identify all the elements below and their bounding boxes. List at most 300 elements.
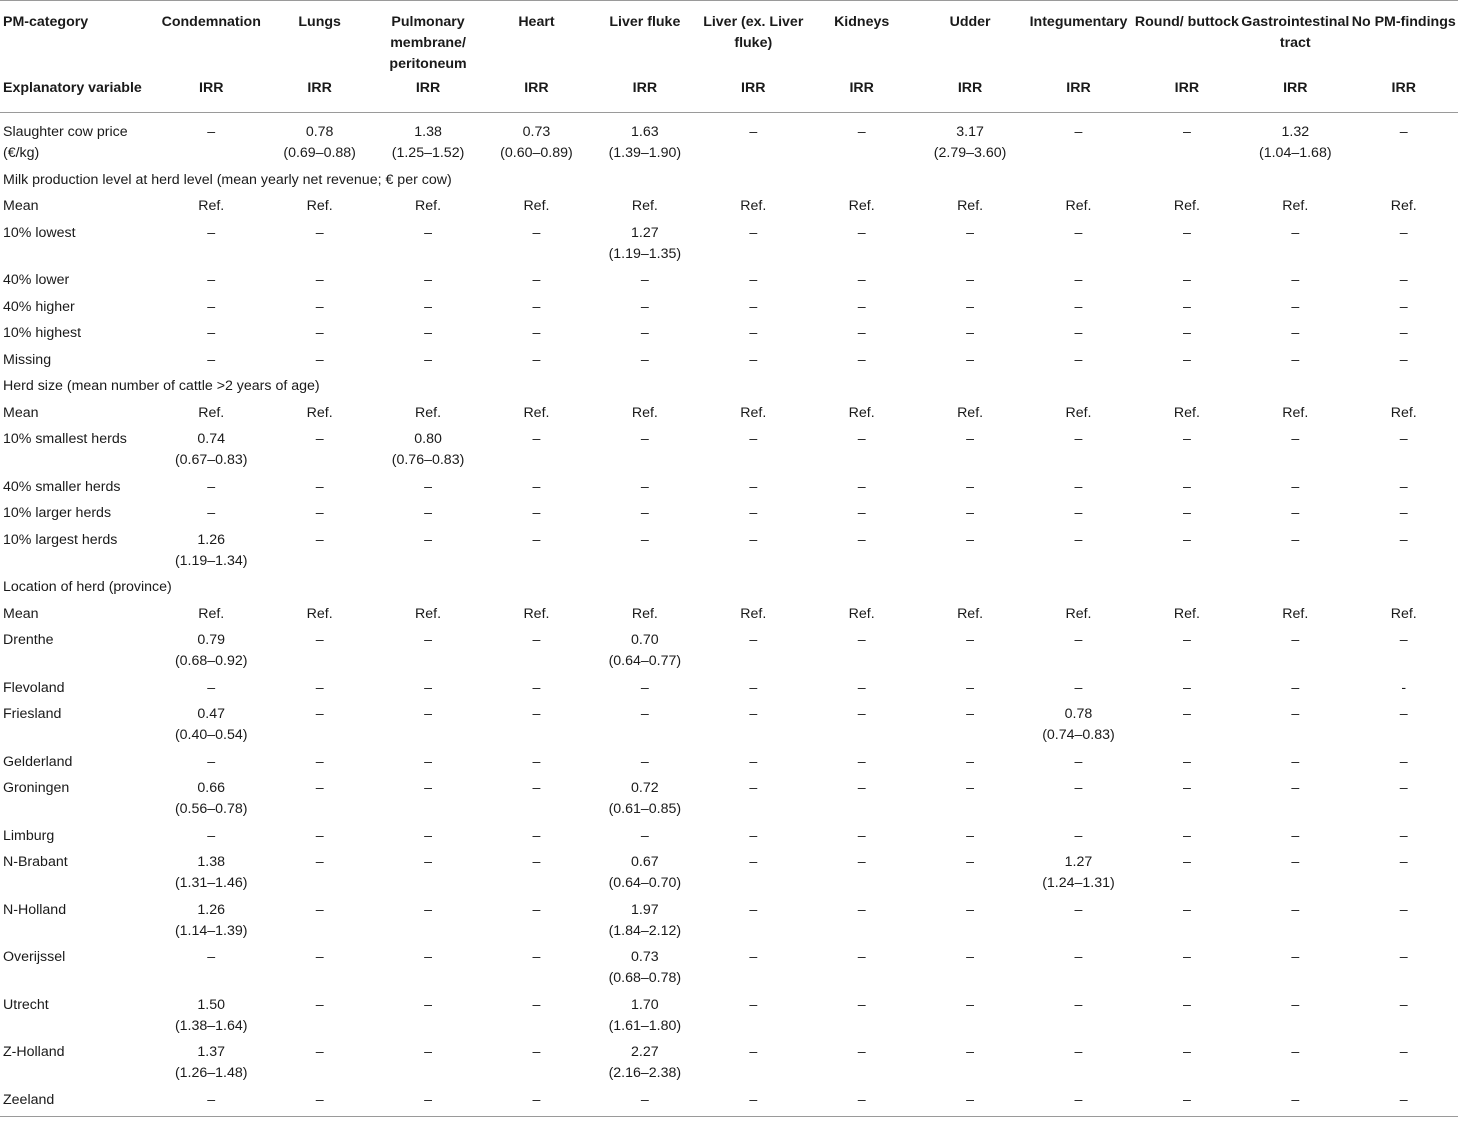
irr-cell — [482, 323, 590, 350]
irr-value: – — [1291, 706, 1300, 722]
row-label: 10% smallest herds — [3, 431, 127, 447]
row-label: 10% largest herds — [3, 531, 118, 548]
irr-value: – — [1291, 854, 1300, 870]
irr-cell — [157, 350, 265, 377]
irr-value: – — [207, 949, 216, 965]
irr-cell — [1350, 503, 1458, 530]
irr-value: – — [315, 478, 324, 495]
irr-value: – — [1182, 1091, 1191, 1108]
irr-value: – — [315, 996, 324, 1013]
irr-cell — [1024, 604, 1132, 631]
irr-value: – — [207, 679, 216, 696]
irr-value: – — [640, 706, 649, 722]
header-category: Udder — [916, 1, 1024, 79]
irr-value: – — [424, 298, 432, 315]
irr-ci: (1.84–2.12) — [608, 922, 682, 939]
irr-cell — [374, 403, 482, 430]
irr-cell — [265, 270, 373, 297]
irr-value: Ref. — [1390, 198, 1417, 214]
irr-value: – — [315, 679, 324, 696]
row-label: Overijssel — [3, 949, 66, 965]
irr-value: Ref. — [523, 605, 550, 622]
irr-value: Ref. — [631, 198, 658, 214]
irr-cell — [1133, 350, 1241, 377]
irr-cell — [591, 297, 699, 324]
irr-cell — [1024, 323, 1132, 350]
irr-cell — [699, 1042, 807, 1090]
irr-value: – — [640, 531, 649, 548]
irr-value: 0.79 — [197, 632, 226, 648]
irr-value: – — [532, 854, 541, 870]
irr-value: – — [1291, 351, 1300, 368]
irr-ci: (1.31–1.46) — [174, 875, 248, 891]
irr-value: Ref. — [1282, 605, 1309, 622]
irr-cell — [916, 826, 1024, 853]
irr-cell — [916, 297, 1024, 324]
irr-cell — [265, 630, 373, 678]
row-label: Mean — [3, 198, 39, 214]
table-row — [0, 429, 1458, 477]
header-irr: IRR — [482, 78, 590, 113]
irr-cell — [1133, 1042, 1241, 1090]
section-row — [0, 577, 1458, 604]
irr-value: – — [1182, 753, 1191, 770]
irr-cell — [807, 947, 915, 995]
irr-value: – — [1291, 780, 1300, 796]
irr-cell — [265, 196, 373, 223]
row-label: Flevoland — [3, 679, 65, 696]
irr-value: – — [1291, 1091, 1300, 1108]
irr-cell — [1241, 122, 1349, 170]
table-row — [0, 852, 1458, 900]
irr-value: – — [749, 478, 758, 495]
spacer-row — [0, 113, 1458, 123]
irr-value: – — [640, 1091, 649, 1108]
irr-value: – — [1182, 1044, 1191, 1060]
irr-ci: (0.68–0.78) — [608, 970, 682, 986]
irr-value: – — [207, 298, 216, 315]
irr-cell — [157, 503, 265, 530]
irr-cell — [699, 1090, 807, 1117]
irr-cell — [916, 1042, 1024, 1090]
irr-value: – — [315, 1044, 324, 1060]
irr-cell — [1241, 223, 1349, 271]
irr-value: Ref. — [198, 605, 225, 622]
irr-cell — [699, 477, 807, 504]
irr-value: – — [966, 949, 975, 965]
irr-cell — [591, 995, 699, 1043]
header-row-categories — [0, 1, 1458, 79]
irr-value: – — [857, 996, 866, 1013]
irr-value: – — [1399, 753, 1408, 770]
irr-value: – — [857, 901, 866, 918]
irr-value: – — [532, 298, 541, 315]
irr-value: – — [857, 1091, 866, 1108]
irr-value: – — [1182, 272, 1191, 288]
irr-value: 0.73 — [522, 124, 551, 140]
irr-cell — [916, 630, 1024, 678]
irr-value: – — [1074, 996, 1083, 1013]
irr-value: – — [640, 753, 649, 770]
irr-value: 0.78 — [1064, 706, 1093, 722]
table-row — [0, 530, 1458, 578]
irr-cell — [807, 826, 915, 853]
irr-cell — [916, 995, 1024, 1043]
irr-value: – — [532, 351, 541, 368]
irr-cell — [157, 270, 265, 297]
irr-value: – — [1182, 431, 1191, 447]
irr-cell — [482, 297, 590, 324]
irr-value: Ref. — [1173, 198, 1200, 214]
table-row — [0, 995, 1458, 1043]
irr-cell — [157, 900, 265, 948]
irr-value: 0.47 — [197, 706, 226, 722]
irr-value: – — [1074, 1044, 1083, 1060]
irr-value: 1.38 — [197, 854, 226, 870]
irr-value: – — [1399, 632, 1408, 648]
section-row — [0, 170, 1458, 197]
irr-value: Ref. — [848, 198, 875, 214]
irr-cell — [807, 223, 915, 271]
irr-value: – — [966, 706, 975, 722]
irr-value: – — [207, 1091, 216, 1108]
irr-ci: (0.61–0.85) — [608, 801, 682, 817]
irr-cell — [482, 826, 590, 853]
irr-value: – — [1074, 901, 1083, 918]
irr-cell — [1133, 323, 1241, 350]
irr-ci: (0.76–0.83) — [391, 452, 465, 468]
irr-value: – — [1399, 531, 1408, 548]
irr-value: – — [315, 854, 324, 870]
irr-value: – — [1291, 632, 1300, 648]
irr-cell — [1350, 995, 1458, 1043]
irr-ci: (0.40–0.54) — [174, 727, 248, 743]
irr-ci: (1.38–1.64) — [174, 1017, 248, 1034]
irr-cell — [1350, 1090, 1458, 1117]
irr-cell — [265, 852, 373, 900]
irr-cell — [807, 530, 915, 578]
irr-value: – — [424, 949, 432, 965]
irr-value: Ref. — [198, 198, 225, 214]
irr-cell — [1241, 995, 1349, 1043]
irr-cell — [482, 350, 590, 377]
irr-cell — [591, 403, 699, 430]
irr-cell — [916, 403, 1024, 430]
irr-cell — [1350, 1042, 1458, 1090]
irr-value: – — [966, 224, 975, 241]
irr-cell — [374, 947, 482, 995]
irr-value: – — [1291, 996, 1300, 1013]
irr-cell — [807, 429, 915, 477]
irr-value: 1.50 — [197, 996, 226, 1013]
irr-cell — [807, 403, 915, 430]
irr-ci: (1.26–1.48) — [174, 1065, 248, 1081]
irr-cell — [591, 223, 699, 271]
irr-value: – — [749, 325, 758, 341]
irr-value: – — [532, 1044, 541, 1060]
irr-cell — [1350, 196, 1458, 223]
irr-cell — [265, 947, 373, 995]
irr-value: 1.70 — [631, 996, 659, 1013]
irr-cell — [1241, 403, 1349, 430]
irr-value: – — [966, 478, 975, 495]
irr-value: Ref. — [1282, 404, 1309, 421]
irr-value: – — [424, 632, 432, 648]
irr-cell — [591, 678, 699, 705]
irr-cell — [157, 752, 265, 779]
table-row — [0, 122, 1458, 170]
irr-cell — [699, 704, 807, 752]
irr-value: – — [315, 224, 324, 241]
irr-cell — [482, 223, 590, 271]
irr-value: – — [1074, 505, 1083, 521]
irr-cell — [1133, 852, 1241, 900]
irr-value: – — [424, 1044, 432, 1060]
irr-cell — [1241, 297, 1349, 324]
irr-value: Ref. — [1173, 605, 1200, 622]
irr-value: Ref. — [306, 605, 333, 622]
irr-ci: (1.04–1.68) — [1259, 145, 1332, 161]
irr-value: – — [1182, 478, 1191, 495]
irr-cell — [157, 678, 265, 705]
irr-cell — [374, 350, 482, 377]
irr-value: - — [1401, 679, 1407, 696]
irr-cell — [265, 826, 373, 853]
irr-value: – — [532, 224, 541, 241]
irr-cell — [265, 350, 373, 377]
irr-cell — [916, 947, 1024, 995]
irr-cell — [916, 604, 1024, 631]
row-label: N-Holland — [3, 901, 67, 918]
irr-cell — [591, 122, 699, 170]
irr-value: – — [966, 298, 975, 315]
irr-cell — [1133, 604, 1241, 631]
irr-value: Ref. — [848, 605, 875, 622]
table-row — [0, 778, 1458, 826]
irr-cell — [157, 297, 265, 324]
irr-cell — [1241, 678, 1349, 705]
irr-value: 0.70 — [631, 632, 659, 648]
irr-cell — [374, 604, 482, 631]
irr-cell — [699, 752, 807, 779]
irr-cell — [374, 630, 482, 678]
irr-cell — [265, 297, 373, 324]
irr-value: – — [532, 505, 541, 521]
irr-cell — [916, 530, 1024, 578]
irr-cell — [1241, 323, 1349, 350]
irr-value: – — [532, 431, 541, 447]
irr-cell — [1133, 678, 1241, 705]
irr-cell — [1024, 900, 1132, 948]
header-irr: IRR — [1133, 78, 1241, 113]
irr-value: Ref. — [523, 198, 550, 214]
irr-cell — [1350, 403, 1458, 430]
irr-cell — [1024, 122, 1132, 170]
irr-value: – — [1399, 1044, 1408, 1060]
irr-value: – — [966, 505, 975, 521]
irr-cell — [482, 778, 590, 826]
section-row — [0, 376, 1458, 403]
irr-value: Ref. — [1173, 404, 1200, 421]
irr-cell — [807, 852, 915, 900]
irr-value: – — [315, 949, 324, 965]
irr-cell — [482, 947, 590, 995]
irr-value: – — [532, 753, 541, 770]
irr-cell — [1024, 995, 1132, 1043]
irr-value: – — [749, 949, 758, 965]
irr-value: – — [1291, 272, 1300, 288]
irr-cell — [157, 947, 265, 995]
irr-value: – — [1399, 780, 1408, 796]
irr-value: Ref. — [957, 198, 984, 214]
irr-value: – — [749, 531, 758, 548]
table-row — [0, 503, 1458, 530]
irr-cell — [374, 503, 482, 530]
irr-cell — [374, 429, 482, 477]
irr-value: – — [857, 632, 866, 648]
irr-value: 1.37 — [197, 1044, 226, 1060]
irr-value: – — [315, 298, 324, 315]
irr-value: – — [966, 632, 975, 648]
irr-cell — [374, 778, 482, 826]
irr-value: – — [1182, 996, 1191, 1013]
irr-cell — [1350, 704, 1458, 752]
irr-value: – — [315, 351, 324, 368]
irr-cell — [591, 852, 699, 900]
irr-value: – — [1182, 780, 1191, 796]
irr-cell — [699, 297, 807, 324]
irr-value: – — [207, 272, 216, 288]
irr-value: – — [966, 901, 975, 918]
irr-cell — [591, 429, 699, 477]
irr-cell — [591, 752, 699, 779]
irr-value: – — [749, 298, 758, 315]
irr-value: – — [532, 780, 541, 796]
irr-cell — [916, 477, 1024, 504]
row-label: Groningen — [3, 780, 70, 796]
irr-value: – — [532, 996, 541, 1013]
irr-cell — [807, 323, 915, 350]
irr-cell — [1350, 530, 1458, 578]
irr-cell — [807, 704, 915, 752]
irr-value: – — [315, 706, 324, 722]
irr-cell — [1024, 826, 1132, 853]
irr-cell — [1241, 1090, 1349, 1117]
irr-cell — [1024, 270, 1132, 297]
irr-value: – — [1399, 949, 1408, 965]
irr-cell — [916, 196, 1024, 223]
irr-value: – — [857, 949, 866, 965]
header-category: Pulmonary membrane/ peritoneum — [374, 1, 482, 79]
table-row — [0, 350, 1458, 377]
irr-cell — [374, 1090, 482, 1117]
irr-value: Ref. — [523, 404, 550, 421]
irr-value: – — [857, 272, 866, 288]
irr-cell — [1241, 270, 1349, 297]
row-label: 40% smaller herds — [3, 478, 121, 495]
irr-cell — [591, 1090, 699, 1117]
header-category: Condemnation — [157, 1, 265, 79]
irr-cell — [1133, 995, 1241, 1043]
irr-value: – — [424, 351, 432, 368]
irr-cell — [265, 1090, 373, 1117]
irr-value: – — [1182, 124, 1191, 140]
irr-value: – — [207, 478, 216, 495]
irr-cell — [591, 350, 699, 377]
irr-cell — [1241, 778, 1349, 826]
irr-value: Ref. — [1065, 404, 1092, 421]
irr-cell — [699, 429, 807, 477]
irr-value: – — [1074, 632, 1083, 648]
irr-cell — [807, 995, 915, 1043]
irr-value: – — [966, 827, 975, 844]
irr-cell — [807, 752, 915, 779]
irr-cell — [1350, 122, 1458, 170]
irr-value: Ref. — [306, 198, 333, 214]
irr-value: – — [966, 531, 975, 548]
row-label: Missing — [3, 351, 52, 368]
irr-ci: (1.19–1.34) — [174, 552, 248, 569]
irr-cell — [1350, 477, 1458, 504]
irr-value: – — [966, 753, 975, 770]
irr-value: – — [966, 431, 975, 447]
irr-value: Ref. — [740, 198, 767, 214]
irr-value: – — [315, 431, 324, 447]
irr-cell — [482, 604, 590, 631]
irr-value: – — [315, 505, 324, 521]
irr-value: – — [640, 505, 649, 521]
table-row — [0, 196, 1458, 223]
row-label: N-Brabant — [3, 854, 68, 870]
irr-cell — [157, 1090, 265, 1117]
irr-cell — [1024, 223, 1132, 271]
irr-cell — [1133, 270, 1241, 297]
irr-value: – — [1399, 298, 1408, 315]
irr-value: – — [857, 706, 866, 722]
irr-cell — [374, 752, 482, 779]
irr-cell — [916, 678, 1024, 705]
irr-cell — [157, 477, 265, 504]
irr-cell — [1241, 630, 1349, 678]
row-label: 40% higher — [3, 298, 75, 315]
irr-value: – — [532, 531, 541, 548]
irr-value: Ref. — [306, 404, 333, 421]
irr-cell — [1133, 403, 1241, 430]
irr-value: – — [640, 478, 649, 495]
irr-value: – — [532, 949, 541, 965]
row-label: 10% larger herds — [3, 505, 112, 521]
irr-cell — [916, 752, 1024, 779]
irr-cell — [699, 852, 807, 900]
irr-cell — [157, 403, 265, 430]
irr-value: – — [207, 325, 216, 341]
irr-value: – — [1399, 272, 1408, 288]
irr-value: – — [532, 325, 541, 341]
irr-cell — [1024, 852, 1132, 900]
irr-value: – — [749, 272, 758, 288]
irr-value: Ref. — [631, 605, 658, 622]
irr-cell — [374, 1042, 482, 1090]
irr-cell — [1024, 704, 1132, 752]
irr-cell — [265, 530, 373, 578]
row-label: Gelderland — [3, 753, 73, 770]
irr-value: – — [315, 780, 324, 796]
irr-cell — [374, 323, 482, 350]
irr-cell — [1241, 530, 1349, 578]
irr-cell — [482, 852, 590, 900]
irr-cell — [699, 196, 807, 223]
irr-cell — [1241, 900, 1349, 948]
